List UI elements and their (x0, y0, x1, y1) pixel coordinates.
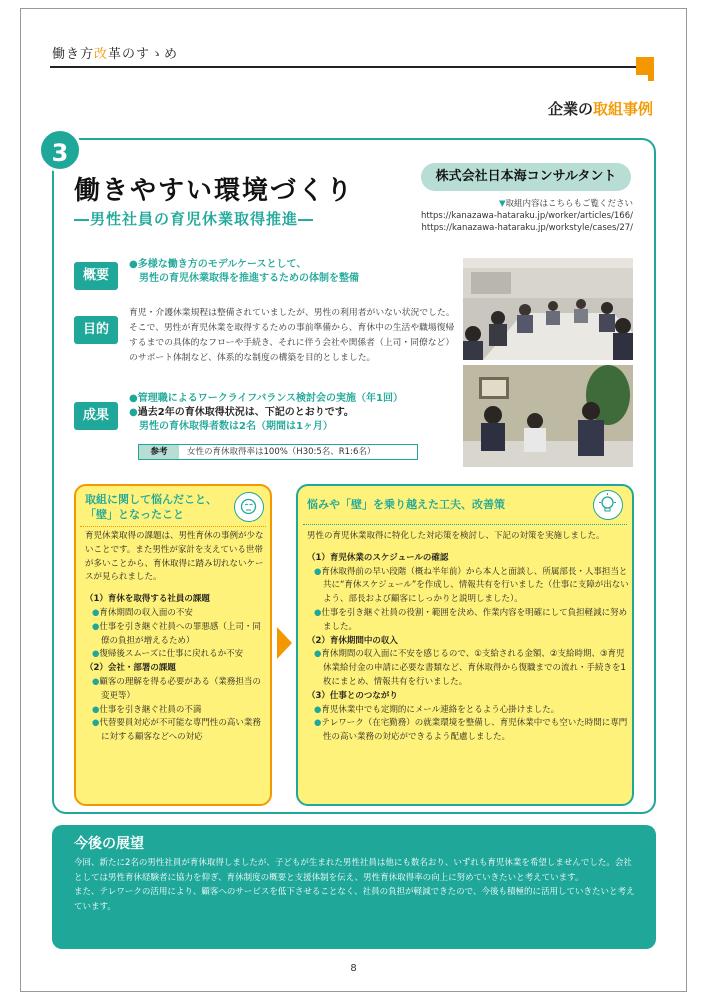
reference-box (138, 444, 418, 460)
list-item: ●育休期間の収入面に不安を感じるので、①支給される金額、②支給時期、③育児休業給付金の申請に必要な書類など、育休取得から復職までの流れ・手続きを1枚にまとめ、情報共有を行いました。 (314, 649, 626, 687)
circle-bullet-icon: ● (92, 704, 100, 715)
purpose-text: 育児・介護休業規程は整備されていましたが、男性の利用者がいない状況でした。そこで、男性が育児休業を取得するための事前準備から、育休中の生活や職場復帰するまでの具体的なフローや手続き、それに伴う会社や関係者（上司・同僚など）のサポート体制など、体系的な制度の構築を目的としました。 (129, 308, 455, 363)
challenges-intro: 育児休業取得の課題は、男性育休の事例が少ないことです。また男性が家計を支えている世帯が多いことから、育休取得に踏み切れないケースが見られました。 (85, 531, 264, 583)
outlook-paragraph-1: 今回、新たに2名の男性社員が育休取得しましたが、子どもが生まれた男性社員は他にも数名おり、いずれも育児休業を希望しませんでした。会社としては男性育休経験者に協力を仰ぎ、育休制度の概要と支援体制を伝え、男性育休取得率の向上に努めていきたいと考えています。 (74, 858, 632, 883)
thinking-face-icon (234, 492, 264, 522)
reference-links (421, 198, 633, 234)
list-item: ●育休期間の収入面の不安 (92, 607, 193, 618)
solutions-heading-3: （3）仕事とのつながり (307, 690, 398, 701)
solutions-heading-2: （2）育休期間中の収入 (307, 635, 398, 646)
list-item: ●仕事を引き継ぐ社員の不満 (92, 704, 202, 715)
reference-url-2[interactable]: https://kanazawa-hataraku.jp/workstyle/cases/27/ (421, 223, 633, 233)
challenges-title: 取組に関して悩んだこと、 「壁」となったこと (85, 493, 217, 521)
solutions-intro: 男性の育児休業取得に特化した対応策を検討し、下記の対策を実施しました。 (307, 531, 605, 541)
case-title: 働きやすい環境づくり (74, 176, 355, 206)
outlook-paragraph-2: また、テレワークの活用により、顧客へのサービスを低下させることなく、社員の負担が軽減できたので、今後も積極的に活用していきたいと考えています。 (74, 887, 635, 912)
overview-text: ●多様な働き方のモデルケースとして、 男性の育児休業取得を推進するための体制を整備 (129, 259, 359, 284)
header-accent-square (636, 57, 654, 75)
header-rule (50, 66, 642, 68)
circle-bullet-icon: ● (92, 607, 100, 618)
challenges-divider (80, 526, 266, 527)
reference-url-1[interactable]: https://kanazawa-hataraku.jp/worker/articles/166/ (420, 211, 633, 221)
reference-note: 取組内容はこちらもご覧ください (505, 199, 633, 209)
solutions-divider (303, 524, 627, 525)
reference-box-label: 参考 (139, 445, 179, 459)
circle-bullet-icon: ● (314, 607, 322, 618)
circle-bullet-icon: ● (314, 704, 322, 715)
challenges-heading-1: （1）育休を取得する社員の課題 (85, 594, 210, 605)
challenges-heading-2: （2）会社・部署の課題 (85, 663, 176, 674)
list-item: ●テレワーク（在宅勤務）の就業環境を整備し、育児休業中でも空いた時間に専門性の高い業務の対応ができるよう配慮しました。 (314, 718, 628, 743)
circle-bullet-icon: ● (314, 718, 322, 729)
lightbulb-icon (593, 490, 623, 520)
list-item: ●育児休業中でも定期的にメール連絡をとるよう心掛けました。 (314, 704, 560, 715)
list-item: ●復帰後スムーズに仕事に戻れるか不安 (92, 649, 244, 660)
solutions-heading-1: （1）育児休業のスケジュールの確認 (307, 552, 449, 563)
header-accent-square-small (648, 75, 654, 81)
challenges-body (85, 530, 265, 745)
circle-bullet-icon: ● (92, 718, 100, 729)
reference-box-value: 女性の育休取得率は100%（H30:5名、R1:6名） (187, 447, 376, 457)
meeting-photo (463, 258, 633, 360)
case-number: 3 (38, 128, 82, 172)
company-badge: 株式会社日本海コンサルタント (421, 163, 631, 191)
list-item: ●代替要員対応が不可能な専門性の高い業務に対する顧客などへの対応 (92, 718, 261, 743)
outlook-title: 今後の展望 (74, 836, 144, 852)
triangle-down-icon: ▼ (498, 199, 506, 209)
circle-bullet-icon: ● (129, 259, 138, 270)
circle-bullet-icon: ● (129, 407, 138, 418)
case-subtitle: ―男性社員の育児休業取得推進― (74, 210, 315, 228)
list-item: ●仕事を引き継ぐ社員の役割・範囲を決め、作業内容を明確にして負担軽減に努めました。 (314, 607, 628, 632)
circle-bullet-icon: ● (92, 649, 100, 660)
page-number: 8 (350, 963, 357, 974)
circle-bullet-icon: ● (92, 621, 100, 632)
overview-label: 概要 (74, 262, 118, 290)
circle-bullet-icon: ● (314, 649, 322, 660)
solutions-body (307, 530, 629, 745)
purpose-label: 目的 (74, 316, 118, 344)
list-item: ●顧客の理解を得る必要がある（業務担当の変更等） (92, 676, 261, 701)
header-title: 働き方改革のすゝめ (52, 47, 179, 62)
solutions-title: 悩みや「壁」を乗り越えた工夫、改善策 (307, 498, 505, 511)
interview-photo (463, 365, 633, 467)
circle-bullet-icon: ● (129, 393, 138, 404)
result-text: ●管理職によるワークライフバランス検討会の実施（年1回） ●過去2年の育休取得状況は、下記のとおりです。 男性の育休取得者数は2名（期間は1ヶ月） (129, 393, 403, 432)
section-label: 企業の取組事例 (547, 100, 653, 118)
outlook-text (74, 856, 640, 914)
circle-bullet-icon: ● (92, 676, 100, 687)
list-item: ●仕事を引き継ぐ社員への罪悪感（上司・同僚の負担が増えるため） (92, 621, 261, 646)
arrow-right-icon (277, 627, 292, 659)
list-item: ●育休取得前の早い段階（概ね半年前）から本人と面談し、所属部長・人事担当と共に“育休スケジュール”を作成し、情報共有を行いました（仕事に支障が出ないよう、部長および顧客にしっかりと説明しました）。 (314, 566, 629, 605)
result-label: 成果 (74, 402, 118, 430)
circle-bullet-icon: ● (314, 566, 322, 577)
